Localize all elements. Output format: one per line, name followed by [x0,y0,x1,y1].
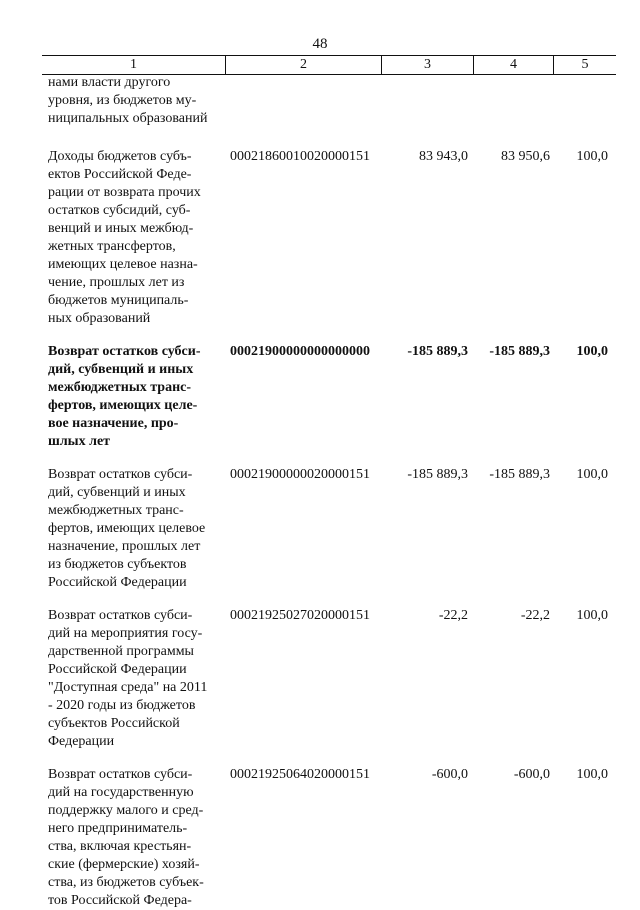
table-row [42,607,616,751]
row-code: 00021860010020000151 [230,149,370,164]
row-code: 00021925064020000151 [230,767,370,782]
row-value-5: 100,0 [576,344,608,359]
row-value-4: -185 889,3 [489,344,550,359]
row-description: нами власти другого уровня, из бюджетов му- ниципальных образований [48,75,208,126]
row-value-5: 100,0 [576,608,608,623]
row-value-3: -185 889,3 [407,344,468,359]
row-description: Доходы бюджетов субъ- ектов Российской Феде- рации от возврата прочих остатков субсидий, суб- венций и иных межбюд- жетных трансфертов, имеющих целевое назна- чение, прошлых лет из бюджетов муниципаль- ных образований [48,149,201,326]
row-value-5: 100,0 [576,467,608,482]
row-value-4: -22,2 [520,608,550,623]
row-description: Возврат остатков субси- дий на мероприятия госу- дарственной программы Российской Федерации "Доступная среда" на 2011 - 2020 годы из бюджетов субъектов Российской Федерации [48,608,208,749]
column-header-4: 4 [474,56,554,74]
row-value-4: -185 889,3 [489,467,550,482]
row-description: Возврат остатков субси- дий на государственную поддержку малого и сред- него предприниматель- ства, включая крестьян- ские (фермерские) хозяй- ства, из бюджетов субъек- тов Российской Федера- [48,767,204,908]
row-value-5: 100,0 [576,149,608,164]
row-value-4: -600,0 [513,767,550,782]
column-header-1: 1 [42,56,226,74]
row-value-3: -22,2 [438,608,468,623]
column-header-3: 3 [382,56,474,74]
page-number: 48 [312,36,328,52]
table-row [42,74,616,128]
table-row [42,466,616,592]
table-header [42,55,616,75]
column-header-2: 2 [226,56,382,74]
column-header-5: 5 [581,57,589,72]
row-code: 00021900000000000000 [230,344,370,359]
row-code: 00021925027020000151 [230,608,370,623]
row-code: 00021900000020000151 [230,467,370,482]
row-description: Возврат остатков субси- дий, субвенций и иных межбюджетных транс- фертов, имеющих целевое назначение, прошлых лет из бюджетов субъектов Российской Федерации [48,467,206,590]
table-body [42,74,616,910]
row-description: Возврат остатков субси- дий, субвенций и иных межбюджетных транс- фертов, имеющих целе- вое назначение, про- шлых лет [48,344,201,449]
table-row [42,148,616,328]
table-row [42,766,616,910]
row-value-3: -600,0 [431,767,468,782]
row-value-3: 83 943,0 [419,149,468,164]
table-row [42,343,616,451]
row-value-3: -185 889,3 [407,467,468,482]
row-value-5: 100,0 [576,767,608,782]
row-value-4: 83 950,6 [501,149,550,164]
